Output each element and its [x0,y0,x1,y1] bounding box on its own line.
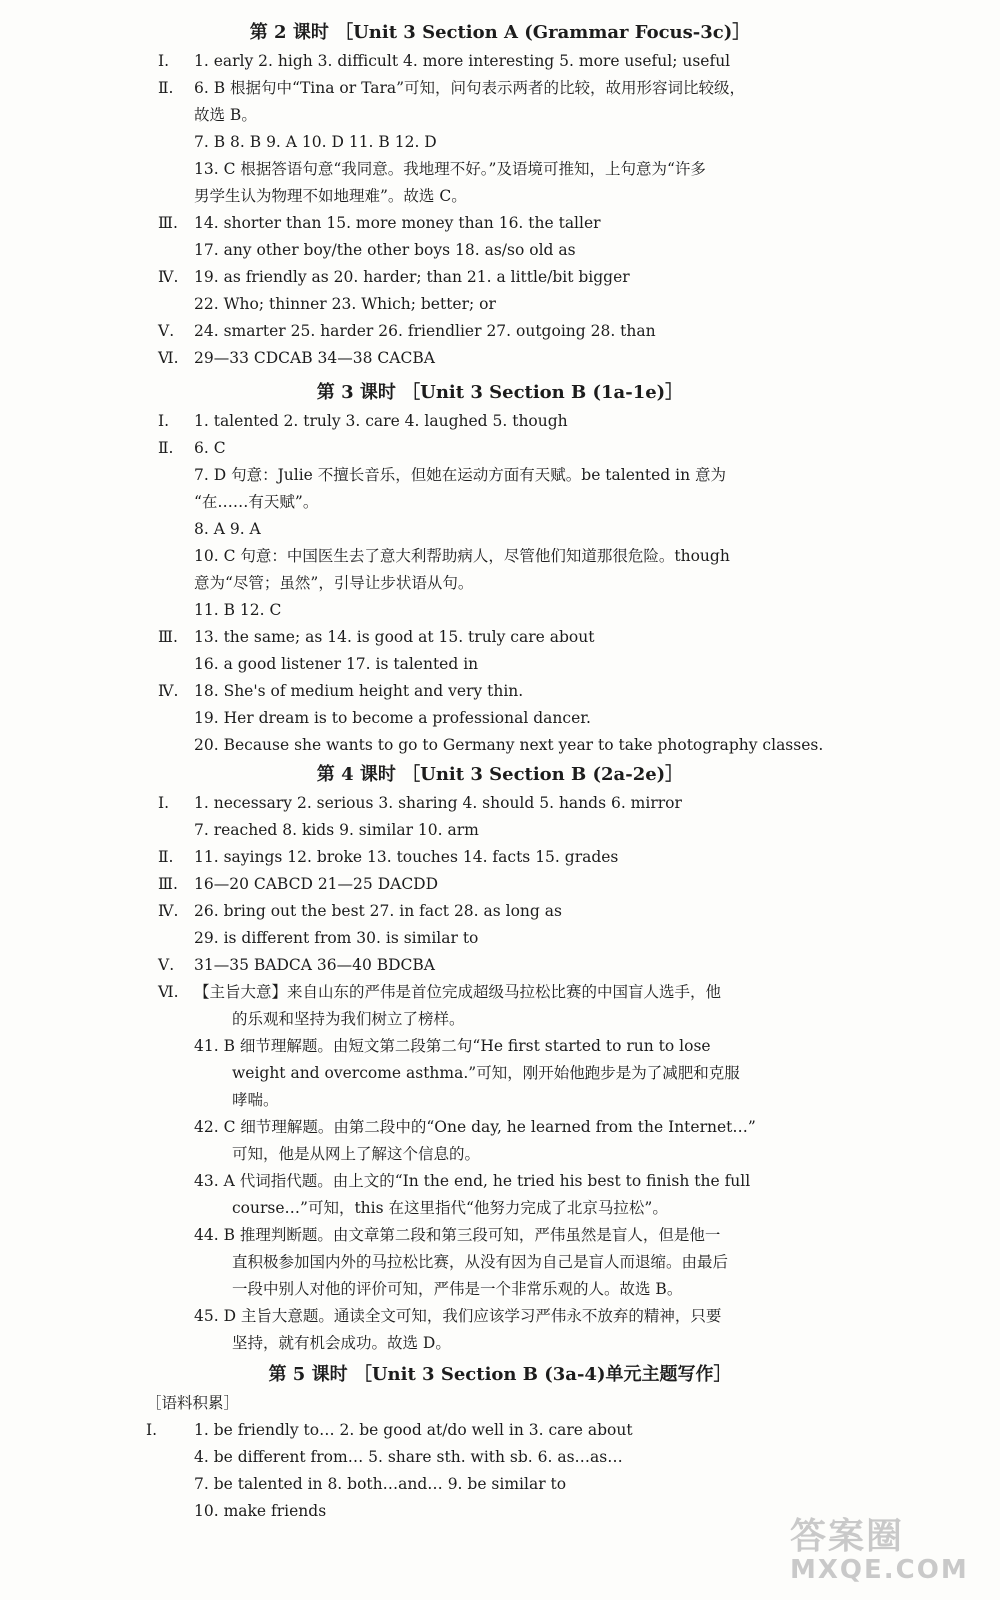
roman-numeral: ［语料积累］ [146,1394,240,1412]
answer-line: 7. reached 8. kids 9. similar 10. arm [194,821,479,839]
roman-numeral: Ⅳ. [158,268,179,286]
answer-line: 可知，他是从网上了解这个信息的。 [232,1145,481,1163]
answer-line: 一段中别人对他的评价可知，严伟是一个非常乐观的人。故选 B。 [232,1280,683,1298]
answer-line: 41. B 细节理解题。由短文第二段第二句“He first started to run to lose [194,1037,711,1055]
answer-line: 42. C 细节理解题。由第二段中的“One day, he learned from the Internet…” [194,1118,756,1136]
answer-line: 直积极参加国内外的马拉松比赛，从没有因为自己是盲人而退缩。由最后 [232,1253,729,1271]
answer-line: 10. make friends [194,1502,327,1520]
roman-numeral: Ⅴ. [158,956,175,974]
answer-line: 45. D 主旨大意题。通读全文可知，我们应该学习严伟永不放弃的精神，只要 [194,1307,722,1325]
answer-line: 1. talented 2. truly 3. care 4. laughed 5. though [194,412,568,430]
answer-line: 哮喘。 [232,1091,279,1109]
answer-line: 26. bring out the best 27. in fact 28. as long as [194,902,562,920]
watermark-bottom-text: MXQE.COM [790,1555,969,1585]
answer-line: 1. be friendly to… 2. be good at/do well in 3. care about [194,1421,633,1439]
answer-line: 故选 B。 [194,106,257,124]
section-title: 第 5 课时 ［Unit 3 Section B (3a-4)单元主题写作］ [268,1364,732,1385]
section-title: 第 3 课时 ［Unit 3 Section B (1a-1e)］ [316,382,684,403]
answer-line: 29—33 CDCAB 34—38 CACBA [194,349,435,367]
answer-line: 7. B 8. B 9. A 10. D 11. B 12. D [194,133,437,151]
answer-line: 【主旨大意】来自山东的严伟是首位完成超级马拉松比赛的中国盲人选手，他 [194,983,722,1001]
roman-numeral: Ⅰ. [146,1421,158,1439]
answer-line: 18. She's of medium height and very thin. [194,682,524,700]
answer-line: 29. is different from 30. is similar to [194,929,479,947]
answer-line: 男学生认为物理不如地理难”。故选 C。 [194,187,467,205]
roman-numeral: Ⅲ. [158,214,178,232]
answer-line: 11. B 12. C [194,601,282,619]
answer-line: 20. Because she wants to go to Germany next year to take photography classes. [194,736,824,754]
roman-numeral: Ⅳ. [158,902,179,920]
roman-numeral: Ⅵ. [158,349,179,367]
answer-line: 16. a good listener 17. is talented in [194,655,479,673]
answer-line: 13. C 根据答语句意“我同意。我地理不好。”及语境可推知，上句意为“许多 [194,160,706,178]
answer-line: 24. smarter 25. harder 26. friendlier 27. outgoing 28. than [194,322,656,340]
answer-line: 7. be talented in 8. both…and… 9. be similar to [194,1475,567,1493]
answer-line: 6. B 根据句中“Tina or Tara”可知，问句表示两者的比较，故用形容词比较级， [194,79,746,97]
section-title: 第 4 课时 ［Unit 3 Section B (2a-2e)］ [316,764,684,785]
answer-line: 16—20 CABCD 21—25 DACDD [194,875,439,893]
answer-line: 坚持，就有机会成功。故选 D。 [232,1334,451,1352]
answer-line: 6. C [194,439,226,457]
answer-line: 22. Who; thinner 23. Which; better; or [194,295,496,313]
answer-line: 意为“尽管；虽然”，引导让步状语从句。 [194,574,474,592]
answer-line: 13. the same; as 14. is good at 15. truly care about [194,628,595,646]
roman-numeral: Ⅲ. [158,875,178,893]
answer-line: course…”可知，this 在这里指代“他努力完成了北京马拉松”。 [232,1199,668,1217]
roman-numeral: Ⅲ. [158,628,178,646]
answer-line: 10. C 句意：中国医生去了意大利帮助病人，尽管他们知道那很危险。though [194,547,730,565]
answer-line: 11. sayings 12. broke 13. touches 14. facts 15. grades [194,848,619,866]
watermark-logo [790,1508,980,1588]
roman-numeral: Ⅱ. [158,79,174,97]
answer-line: 17. any other boy/the other boys 18. as/so old as [194,241,576,259]
answer-line: weight and overcome asthma.”可知，刚开始他跑步是为了减肥和克服 [232,1064,740,1082]
answer-line: 19. as friendly as 20. harder; than 21. a little/bit bigger [194,268,630,286]
roman-numeral: Ⅱ. [158,439,174,457]
roman-numeral: Ⅰ. [158,412,170,430]
answer-line: 44. B 推理判断题。由文章第二段和第三段可知，严伟虽然是盲人，但是他一 [194,1226,721,1244]
answer-line: “在……有天赋”。 [194,493,319,511]
answer-line: 8. A 9. A [194,520,261,538]
answer-line: 31—35 BADCA 36—40 BDCBA [194,956,435,974]
roman-numeral: Ⅰ. [158,52,170,70]
roman-numeral: Ⅱ. [158,848,174,866]
answer-line: 1. necessary 2. serious 3. sharing 4. should 5. hands 6. mirror [194,794,682,812]
answer-line: 的乐观和坚持为我们树立了榜样。 [232,1010,465,1028]
section-title: 第 2 课时 ［Unit 3 Section A (Grammar Focus-3c)］ [249,22,751,43]
answer-line: 43. A 代词指代题。由上文的“In the end, he tried his best to finish the full [194,1172,751,1190]
answer-line: 19. Her dream is to become a professional dancer. [194,709,591,727]
roman-numeral: Ⅳ. [158,682,179,700]
roman-numeral: Ⅴ. [158,322,175,340]
roman-numeral: Ⅵ. [158,983,179,1001]
answer-line: 4. be different from… 5. share sth. with sb. 6. as…as… [194,1448,623,1466]
answer-line: 1. early 2. high 3. difficult 4. more interesting 5. more useful; useful [194,52,731,70]
watermark-top-text: 答案圈 [790,1516,905,1557]
answer-line: 7. D 句意：Julie 不擅长音乐，但她在运动方面有天赋。be talented in 意为 [194,466,727,484]
answer-line: 14. shorter than 15. more money than 16. the taller [194,214,601,232]
roman-numeral: Ⅰ. [158,794,170,812]
